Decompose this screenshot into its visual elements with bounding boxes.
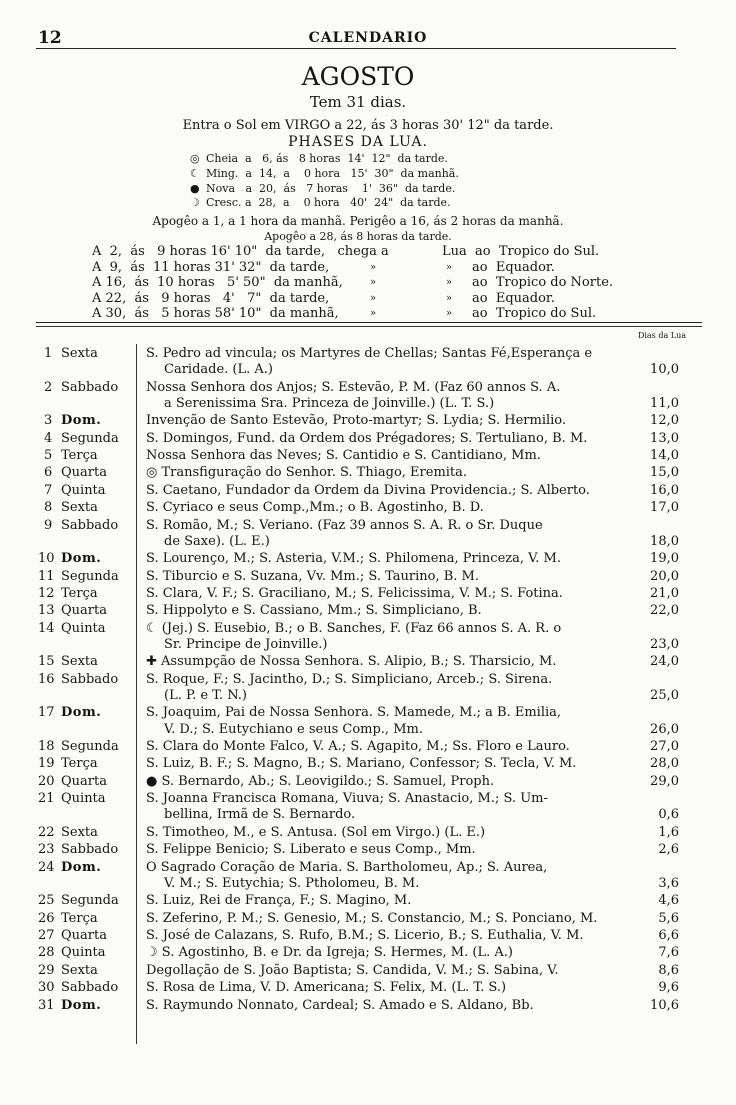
ditto-mark: » (370, 261, 377, 273)
moon-age: 1,6 (658, 824, 679, 840)
day-number: 18 (38, 739, 55, 754)
moon-position-line: A 16, ás 10 horas 5' 50" da manhã, (92, 275, 343, 290)
saint-line: S. Zeferino, P. M.; S. Genesio, M.; S. Constancio, M.; S. Ponciano, M. (146, 910, 598, 926)
weekday: Dom. (61, 859, 102, 875)
saint-line: ☾ (Jej.) S. Eusebio, B.; o B. Sanches, F. (Faz 66 annos S. A. R. o (146, 620, 562, 636)
moon-age: 19,0 (650, 551, 679, 567)
moon-age: 13,0 (650, 430, 679, 446)
moon-age: 14,0 (650, 448, 679, 463)
day-number: 12 (38, 586, 55, 601)
saint-line: S. Romão, M.; S. Veriano. (Faz 39 annos S. A. R. o Sr. Duque (146, 517, 543, 533)
saint-line: ✚ Assumpção de Nossa Senhora. S. Alipio, B.; S. Tharsicio, M. (146, 654, 557, 670)
new-moon-icon: ● (190, 181, 200, 195)
saint-line: S. Roque, F.; S. Jacintho, D.; S. Simpliciano, Arceb.; S. Sirena. (146, 671, 553, 687)
day-number: 27 (38, 928, 55, 943)
moon-age: 23,0 (650, 636, 679, 652)
ditto-mark: » (370, 292, 377, 304)
moon-age: 16,0 (650, 482, 679, 498)
day-number: 25 (38, 893, 55, 909)
saint-line: S. Lourenço, M.; S. Asteria, V.M.; S. Philomena, Princeza, V. M. (146, 551, 561, 567)
weekday: Terça (61, 448, 98, 463)
weekday: Sexta (61, 654, 98, 670)
weekday: Terça (61, 910, 98, 926)
page-number: 12 (38, 28, 62, 48)
weekday: Segunda (61, 893, 119, 909)
phase-row (190, 152, 459, 167)
ditto-mark: » (370, 277, 377, 288)
saint-line: ● S. Bernardo, Ab.; S. Leovigildo.; S. Samuel, Proph. (146, 773, 495, 789)
saint-line: S. Pedro ad vincula; os Martyres de Chellas; Santas Fé,Esperança e (146, 346, 593, 361)
day-number: 16 (38, 671, 55, 687)
weekday: Dom. (61, 551, 102, 567)
saint-line: ◎ Transfiguração do Senhor. S. Thiago, Eremita. (146, 465, 468, 481)
weekday: Terça (61, 756, 98, 772)
saint-line: S. Joaquim, Pai de Nossa Senhora. S. Mamede, M.; a B. Emilia, (146, 705, 562, 721)
moon-age: 17,0 (650, 500, 679, 516)
running-title: CALENDARIO (308, 30, 428, 46)
moon-age: 22,0 (650, 603, 679, 619)
phase-row (190, 182, 459, 197)
weekday: Segunda (61, 739, 119, 754)
saint-line: (L. P. e T. N.) (164, 687, 247, 703)
weekday: Quinta (61, 482, 106, 498)
moon-age: 25,0 (650, 687, 679, 703)
day-number: 8 (44, 500, 53, 516)
moon-age: 24,0 (650, 654, 679, 670)
weekday: Quinta (61, 945, 106, 961)
day-number: 9 (44, 517, 53, 533)
weekday: Sabbado (61, 671, 119, 687)
saint-line: Caridade. (L. A.) (164, 362, 273, 378)
weekday: Terça (61, 586, 98, 601)
column-divider (136, 344, 137, 1044)
saint-line: S. Timotheo, M., e S. Antusa. (Sol em Virgo.) (L. E.) (146, 824, 486, 840)
saint-line: a Serenissima Sra. Princeza de Joinville.) (L. T. S.) (164, 395, 495, 411)
moon-position-destination: ao Equador. (472, 259, 555, 275)
day-number: 6 (44, 465, 53, 481)
moon-age: 18,0 (650, 533, 679, 549)
weekday: Quarta (61, 773, 107, 789)
weekday: Dom. (61, 705, 102, 721)
weekday: Sexta (61, 346, 98, 361)
saint-line: Sr. Principe de Joinville.) (164, 636, 328, 652)
weekday: Segunda (61, 568, 119, 584)
moon-age: 11,0 (650, 395, 679, 411)
moon-age: 10,0 (650, 362, 679, 378)
day-number: 31 (38, 997, 55, 1013)
day-number: 3 (44, 413, 53, 429)
day-number: 30 (38, 980, 55, 996)
moon-age: 15,0 (650, 465, 679, 481)
moon-age: 21,0 (650, 586, 679, 601)
moon-position-line: A 2, ás 9 horas 16' 10" da tarde, chega a (92, 244, 389, 259)
saint-line: Nossa Senhora dos Anjos; S. Estevão, P. M. (Faz 60 annos S. A. (146, 379, 561, 395)
phase-text: Ming. a 14, a 0 hora 15' 30" da manhã. (206, 166, 459, 180)
day-number: 29 (38, 962, 55, 978)
moon-age: 3,6 (658, 875, 679, 891)
weekday: Dom. (61, 413, 102, 429)
saint-line: S. Joanna Francisca Romana, Viuva; S. Anastacio, M.; S. Um- (146, 791, 548, 807)
phase-text: Nova a 20, ás 7 horas 1' 36" da tarde. (206, 181, 456, 195)
day-number: 4 (44, 430, 53, 446)
day-number: 2 (44, 379, 53, 395)
moon-age: 29,0 (650, 773, 679, 789)
apogee-line-1: Apogêo a 1, a 1 hora da manhã. Perigêo a 16, ás 2 horas da manhã. (152, 214, 564, 228)
phase-text: Cresc. a 28, a 0 hora 40' 24" da tarde. (206, 196, 451, 210)
sun-entry: Entra o Sol em VIRGO a 22, ás 3 horas 30' 12" da tarde. (182, 118, 554, 133)
moon-age: 26,0 (650, 721, 679, 737)
moon-phases (190, 152, 459, 211)
moon-position-line: A 30, ás 5 horas 58' 10" da manhã, (92, 306, 339, 321)
weekday: Sexta (61, 500, 98, 516)
ditto-mark: » (446, 277, 453, 288)
weekday: Dom. (61, 997, 102, 1013)
day-number: 20 (38, 773, 55, 789)
saint-line: Invenção de Santo Estevão, Proto-martyr; S. Lydia; S. Hermilio. (146, 413, 567, 429)
moon-age: 10,6 (650, 997, 679, 1013)
saint-line: V. M.; S. Eutychia; S. Ptholomeu, B. M. (164, 875, 420, 891)
saint-line: Nossa Senhora das Neves; S. Cantidio e S. Cantidiano, Mm. (146, 448, 541, 463)
saint-line: S. José de Calazans, S. Rufo, B.M.; S. Licerio, B.; S. Euthalia, V. M. (146, 928, 584, 943)
saint-line: S. Caetano, Fundador da Ordem da Divina Providencia.; S. Alberto. (146, 482, 590, 498)
saint-line: O Sagrado Coração de Maria. S. Bartholomeu, Ap.; S. Aurea, (146, 859, 548, 875)
saint-line: S. Raymundo Nonnato, Cardeal; S. Amado e S. Aldano, Bb. (146, 997, 534, 1013)
weekday: Sabbado (61, 842, 119, 858)
day-number: 19 (38, 756, 55, 772)
day-number: 14 (38, 620, 55, 636)
month-title: AGOSTO (301, 62, 415, 91)
day-number: 23 (38, 842, 55, 858)
month-days: Tem 31 dias. (309, 93, 407, 111)
ditto-mark: » (446, 308, 453, 319)
saint-line: S. Hippolyto e S. Cassiano, Mm.; S. Simpliciano, B. (146, 603, 482, 619)
day-number: 21 (38, 791, 55, 807)
ditto-mark: » (370, 308, 377, 319)
day-number: 28 (38, 945, 55, 961)
moon-age: 12,0 (650, 413, 679, 429)
phase-row (190, 167, 459, 182)
saint-line: Degollação de S. João Baptista; S. Candida, V. M.; S. Sabina, V. (146, 962, 559, 978)
saint-line: V. D.; S. Eutychiano e seus Comp., Mm. (164, 721, 423, 737)
weekday: Quarta (61, 465, 107, 481)
moon-age: 9,6 (658, 980, 679, 996)
phase-row (190, 196, 459, 211)
last-quarter-icon: ☾ (190, 166, 200, 180)
moon-position-destination: ao Tropico do Norte. (472, 275, 614, 290)
weekday: Segunda (61, 430, 119, 446)
moon-age: 28,0 (650, 756, 679, 772)
saint-line: S. Felippe Benicio; S. Liberato e seus Comp., Mm. (146, 842, 476, 858)
apogee-line-2: Apogêo a 28, ás 8 horas da tarde. (264, 230, 452, 243)
weekday: Quinta (61, 620, 106, 636)
moon-age: 2,6 (658, 842, 679, 858)
top-rule (36, 48, 676, 49)
ditto-mark: » (446, 292, 453, 304)
day-number: 1 (44, 346, 53, 361)
moon-age: 5,6 (658, 910, 679, 926)
moon-position-line: A 22, ás 9 horas 4' 7" da tarde, (92, 290, 330, 306)
saint-line: S. Luiz, Rei de França, F.; S. Magino, M. (146, 893, 412, 909)
moon-position-line: A 9, ás 11 horas 31' 32" da tarde, (92, 259, 330, 275)
moon-position-destination: ao Equador. (472, 290, 555, 306)
phases-title: PHASES DA LUA. (288, 134, 428, 150)
moon-position-destination: Lua ao Tropico do Sul. (442, 244, 600, 259)
weekday: Sexta (61, 824, 98, 840)
first-quarter-icon: ☽ (190, 196, 200, 210)
saint-line: S. Cyriaco e seus Comp.,Mm.; o B. Agostinho, B. D. (146, 500, 484, 516)
weekday: Sabbado (61, 980, 119, 996)
ditto-mark: » (446, 261, 453, 273)
day-number: 10 (38, 551, 55, 567)
moon-age: 0,6 (658, 807, 679, 823)
weekday: Sexta (61, 962, 98, 978)
day-number: 17 (38, 705, 55, 721)
saint-line: S. Luiz, B. F.; S. Magno, B.; S. Mariano, Confessor; S. Tecla, V. M. (146, 756, 577, 772)
weekday: Quinta (61, 791, 106, 807)
day-number: 24 (38, 859, 55, 875)
saint-line: S. Clara do Monte Falco, V. A.; S. Agapito, M.; Ss. Floro e Lauro. (146, 739, 570, 754)
saint-line: S. Tiburcio e S. Suzana, Vv. Mm.; S. Taurino, B. M. (146, 568, 479, 584)
weekday: Quarta (61, 928, 107, 943)
table-rule-thick (36, 322, 702, 323)
moon-age: 7,6 (658, 945, 679, 961)
day-number: 11 (38, 568, 55, 584)
day-number: 13 (38, 603, 55, 619)
moon-age: 8,6 (658, 962, 679, 978)
day-number: 26 (38, 910, 55, 926)
saint-line: de Saxe). (L. E.) (164, 533, 270, 549)
saint-line: S. Rosa de Lima, V. D. Americana; S. Felix, M. (L. T. S.) (146, 980, 507, 996)
phase-text: Cheia a 6, ás 8 horas 14' 12" da tarde. (206, 152, 448, 165)
moon-age: 4,6 (658, 893, 679, 909)
table-rule-thin (36, 326, 702, 327)
moon-age: 27,0 (650, 739, 679, 754)
weekday: Quarta (61, 603, 107, 619)
moon-age-column-header: Dias da Lua (637, 331, 686, 340)
day-number: 5 (44, 448, 53, 463)
moon-position-destination: ao Tropico do Sul. (472, 306, 597, 321)
day-number: 22 (38, 824, 55, 840)
day-number: 15 (38, 654, 55, 670)
full-moon-icon: ◎ (190, 152, 200, 165)
moon-age: 6,6 (658, 928, 679, 943)
saint-line: bellina, Irmã de S. Bernardo. (164, 807, 356, 823)
saint-line: ☽ S. Agostinho, B. e Dr. da Igreja; S. Hermes, M. (L. A.) (146, 945, 513, 961)
weekday: Sabbado (61, 379, 119, 395)
moon-age: 20,0 (650, 568, 679, 584)
saint-line: S. Domingos, Fund. da Ordem dos Prégadores; S. Tertuliano, B. M. (146, 430, 588, 446)
saint-line: S. Clara, V. F.; S. Graciliano, M.; S. Felicissima, V. M.; S. Fotina. (146, 586, 563, 601)
day-number: 7 (44, 482, 53, 498)
weekday: Sabbado (61, 517, 119, 533)
